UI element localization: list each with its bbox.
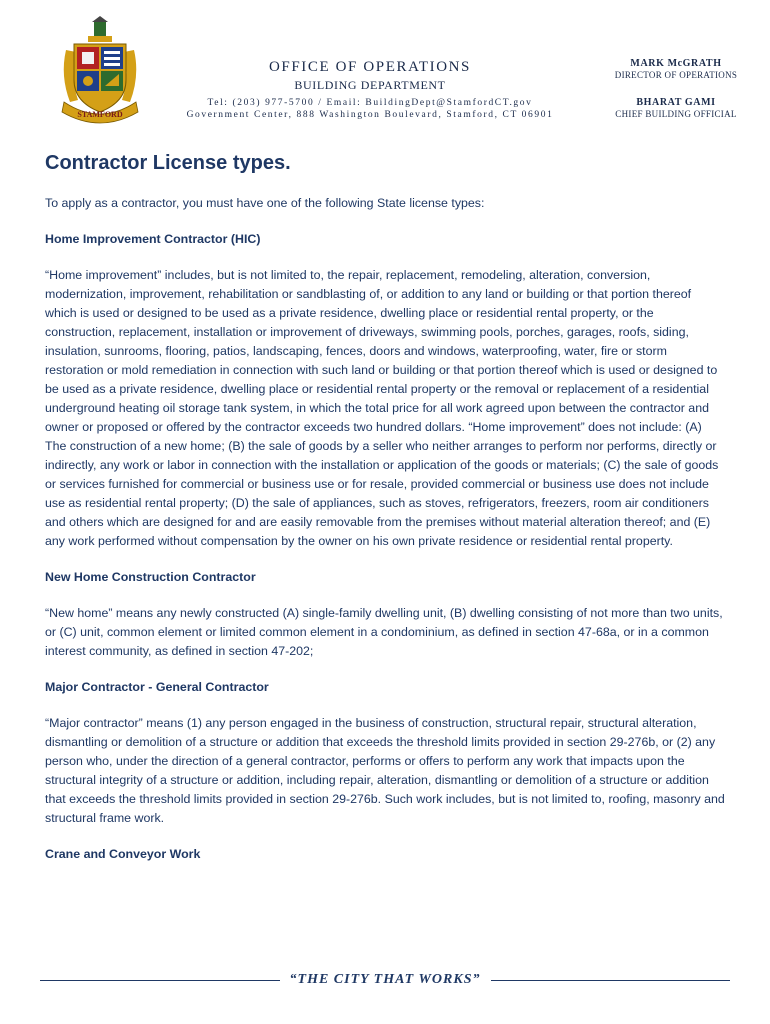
office-block bbox=[170, 58, 570, 121]
office-title: OFFICE OF OPERATIONS bbox=[268, 59, 472, 75]
section-heading-crane-conveyor: Crane and Conveyor Work bbox=[45, 847, 201, 861]
footer-rule-left bbox=[40, 980, 280, 981]
document-title: Contractor License types. bbox=[45, 152, 291, 174]
section-body-major-contractor: “Major contractor” means (1) any person engaged in the business of construction, structural repair, structural alteration, dismantling or demolition of a structure or addition that exceeds the threshold limits provided in section 29-276b, or (2) any person who, under the direction of a general contractor, performs or offers to perform any work that impacts upon the structural integrity of a structure or addition, including repair, alteration, dismantling or demolition of a structure or addition that exceeds the threshold limits provided in section 29-276b. Such work includes, but is not limited to, roofing, masonry and structural frame work. bbox=[45, 716, 725, 825]
footer-rule-right bbox=[491, 980, 731, 981]
section-heading-new-home: New Home Construction Contractor bbox=[45, 570, 256, 584]
official-name: BHARAT GAMI bbox=[636, 97, 716, 108]
footer bbox=[40, 968, 730, 992]
letterhead bbox=[0, 0, 770, 140]
official-name: MARK McGRATH bbox=[630, 58, 722, 69]
contact-line: Tel: (203) 977-5700 / Email: BuildingDept@StamfordCT.gov bbox=[207, 98, 533, 108]
address-line: Government Center, 888 Washington Boulevard, Stamford, CT 06901 bbox=[186, 110, 554, 120]
document-body bbox=[45, 150, 725, 864]
officials-block bbox=[596, 58, 756, 120]
section-heading-hic: Home Improvement Contractor (HIC) bbox=[45, 232, 261, 246]
footer-motto: “THE CITY THAT WORKS” bbox=[289, 972, 481, 987]
intro-paragraph: To apply as a contractor, you must have one of the following State license types: bbox=[45, 196, 485, 210]
department-name: BUILDING DEPARTMENT bbox=[294, 78, 446, 92]
section-heading-major-contractor: Major Contractor - General Contractor bbox=[45, 680, 269, 694]
seal-ribbon-text: STAMFORD bbox=[77, 110, 123, 119]
official-role: DIRECTOR OF OPERATIONS bbox=[614, 70, 738, 80]
section-body-hic: “Home improvement” includes, but is not limited to, the repair, replacement, remodeling, alteration, conversion, modernization, improvement, rehabilitation or sandblasting of, or addition to any land or building or that portion thereof which is used or designed to be used as a private residence, dwelling place or residential rental property, or the construction, replacement, installation or improvement of driveways, swimming pools, porches, garages, roofs, siding, insulation, sunrooms, flooring, patios, landscaping, fences, doors and windows, waterproofing, water, fire or storm restoration or mold remediation in connection with such land or building or that portion thereof which is used or designed to be used as a private residence, dwelling place or residential rental property or the removal or replacement of a residential underground heating oil storage tank system, in which the total price for all work agreed upon between the contractor and owner or proposed or offered by the contractor exceeds two hundred dollars. “Home improvement” does not include: (A) The construction of a new home; (B) the sale of goods by a seller who neither arranges to perform nor performs, directly or indirectly, any work or labor in connection with the installation or application of the goods or materials; (C) the sale of goods or services furnished for commercial or business use or for resale, provided commercial or business use does not include use as residential rental property; (D) the sale of appliances, such as stoves, refrigerators, freezers, room air conditioners and others which are designed for and are easily removable from the premises without material alteration thereof; and (E) any work performed without compensation by the owner on his own private residence or residential rental property. bbox=[45, 268, 719, 548]
city-seal-logo bbox=[58, 16, 142, 128]
section-body-new-home: “New home” means any newly constructed (A) single-family dwelling unit, (B) dwelling consisting of not more than two units, or (C) unit, common element or limited common element in a condominium, as defined in section 47-68a, or in a common interest community, as defined in section 47-202; bbox=[45, 606, 723, 658]
official-role: CHIEF BUILDING OFFICIAL bbox=[615, 109, 737, 119]
